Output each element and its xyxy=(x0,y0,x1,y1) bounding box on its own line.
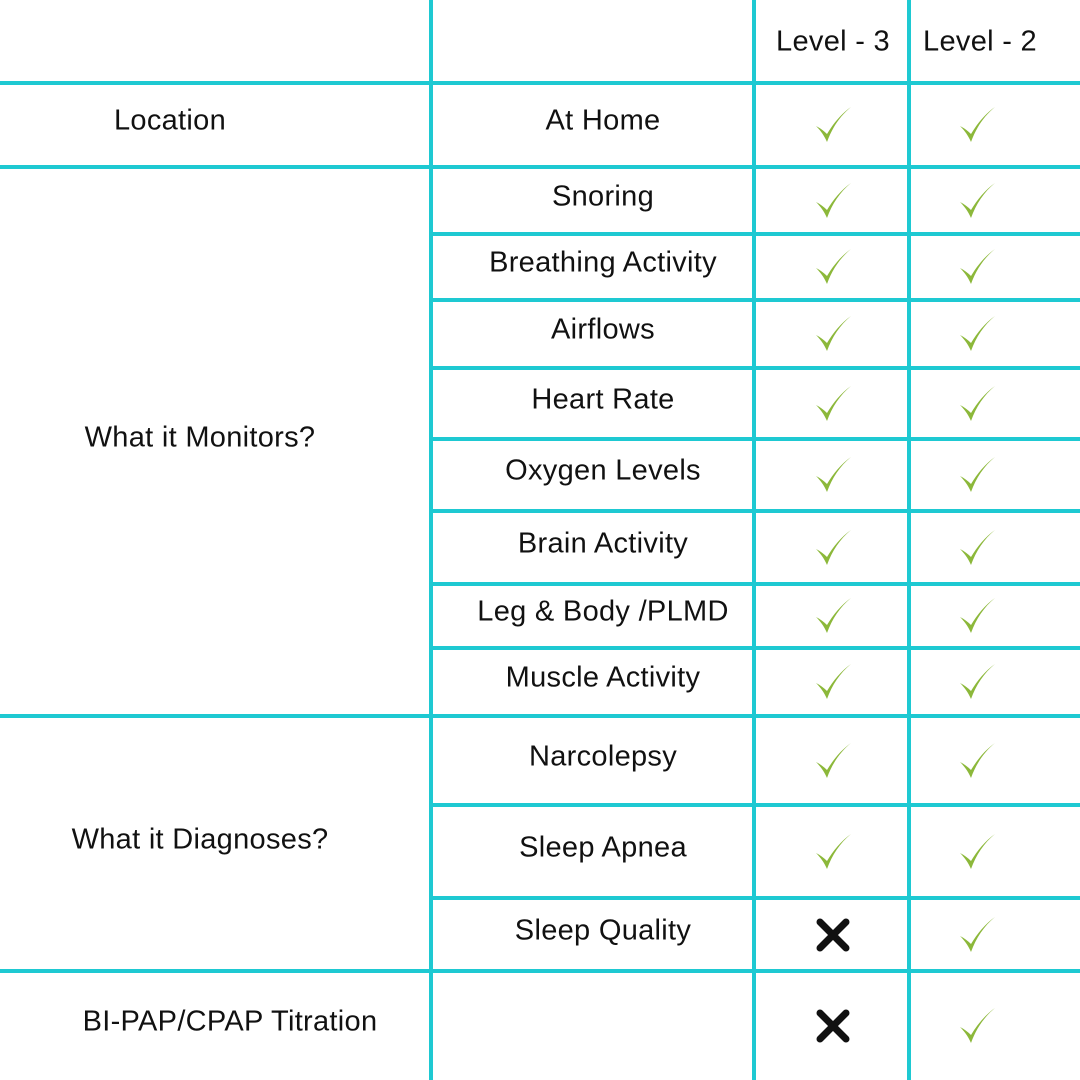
checkmark-icon xyxy=(813,180,853,222)
grid-line-vertical xyxy=(752,0,756,1080)
grid-line-horizontal xyxy=(0,165,1080,169)
grid-line-horizontal xyxy=(0,969,1080,973)
checkmark-icon xyxy=(957,313,997,355)
feature-label: Leg & Body /PLMD xyxy=(477,595,729,628)
header-level-2: Level - 2 xyxy=(923,25,1037,58)
group-label: Location xyxy=(113,104,227,137)
grid-line-vertical xyxy=(907,0,911,1080)
checkmark-icon xyxy=(813,454,853,496)
feature-label: Sleep Apnea xyxy=(519,831,687,863)
checkmark-icon xyxy=(813,104,853,146)
group-label: BI-PAP/CPAP Titration xyxy=(82,1005,378,1037)
grid-line-horizontal xyxy=(0,81,1080,85)
grid-line-horizontal xyxy=(433,298,1080,302)
feature-label: Oxygen Levels xyxy=(505,454,701,487)
feature-label: Breathing Activity xyxy=(489,246,717,279)
checkmark-icon xyxy=(957,831,997,873)
checkmark-icon xyxy=(957,383,997,425)
feature-label: Snoring xyxy=(551,180,655,212)
grid-line-horizontal xyxy=(433,582,1080,586)
checkmark-icon xyxy=(813,383,853,425)
checkmark-icon xyxy=(957,180,997,222)
grid-line-horizontal xyxy=(433,366,1080,370)
feature-label: Muscle Activity xyxy=(505,661,701,694)
group-label: What it Diagnoses? xyxy=(71,823,329,855)
grid-line-horizontal xyxy=(0,714,1080,718)
cross-icon xyxy=(815,917,851,953)
feature-label: At Home xyxy=(545,104,661,137)
checkmark-icon xyxy=(813,246,853,288)
feature-label: Narcolepsy xyxy=(528,740,678,772)
checkmark-icon xyxy=(957,527,997,569)
feature-label: Airflows xyxy=(551,313,655,346)
checkmark-icon xyxy=(957,595,997,637)
feature-label: Sleep Quality xyxy=(514,914,692,946)
grid-line-horizontal xyxy=(433,232,1080,236)
cross-icon xyxy=(815,1008,851,1044)
checkmark-icon xyxy=(813,661,853,703)
checkmark-icon xyxy=(957,1005,997,1047)
checkmark-icon xyxy=(957,740,997,782)
checkmark-icon xyxy=(957,914,997,956)
grid-line-horizontal xyxy=(433,646,1080,650)
checkmark-icon xyxy=(957,661,997,703)
checkmark-icon xyxy=(957,246,997,288)
grid-line-horizontal xyxy=(433,437,1080,441)
header-level-3: Level - 3 xyxy=(776,25,890,58)
grid-line-horizontal xyxy=(433,509,1080,513)
feature-label: Heart Rate xyxy=(531,383,675,415)
checkmark-icon xyxy=(813,831,853,873)
grid-line-horizontal xyxy=(433,896,1080,900)
grid-line-vertical xyxy=(429,0,433,1080)
checkmark-icon xyxy=(813,595,853,637)
checkmark-icon xyxy=(957,454,997,496)
group-label: What it Monitors? xyxy=(84,421,316,453)
checkmark-icon xyxy=(813,740,853,782)
grid-line-horizontal xyxy=(433,803,1080,807)
checkmark-icon xyxy=(957,104,997,146)
feature-label: Brain Activity xyxy=(517,527,689,559)
checkmark-icon xyxy=(813,313,853,355)
checkmark-icon xyxy=(813,527,853,569)
